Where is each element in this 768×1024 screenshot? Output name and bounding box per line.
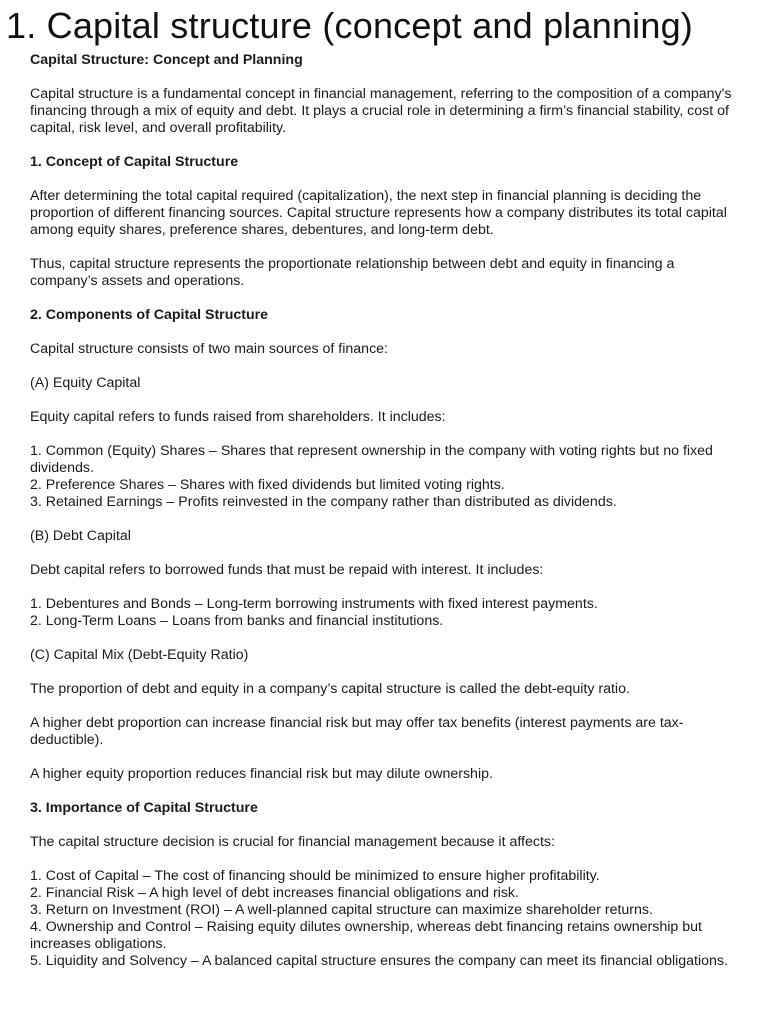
debt-capital-heading: (B) Debt Capital — [30, 528, 131, 544]
document-title: 1. Capital structure (concept and planning) — [6, 5, 693, 46]
list-item: 1. Debentures and Bonds – Long-term borrowing instruments with fixed interest payments. — [30, 596, 598, 612]
section-1-paragraph-2: Thus, capital structure represents the proportionate relationship between debt and equity in financing a company’s assets and operations. — [30, 256, 675, 289]
section-3-intro: The capital structure decision is crucial for financial management because it affects: — [30, 834, 555, 850]
capital-mix-heading: (C) Capital Mix (Debt-Equity Ratio) — [30, 647, 249, 663]
section-2-intro: Capital structure consists of two main sources of finance: — [30, 341, 388, 357]
debt-capital-list — [30, 596, 738, 630]
capital-mix-paragraph-1: The proportion of debt and equity in a company’s capital structure is called the debt-equity ratio. — [30, 681, 630, 697]
capital-mix-paragraph-2: A higher debt proportion can increase financial risk but may offer tax benefits (interest payments are tax-deductible). — [30, 715, 684, 748]
main-heading: Capital Structure: Concept and Planning — [30, 52, 303, 68]
list-item: 2. Long-Term Loans – Loans from banks and financial institutions. — [30, 613, 444, 629]
equity-capital-heading: (A) Equity Capital — [30, 375, 141, 391]
list-item: 5. Liquidity and Solvency – A balanced capital structure ensures the company can meet its financial obligations. — [30, 953, 728, 969]
list-item: 2. Financial Risk – A high level of debt increases financial obligations and risk. — [30, 885, 519, 901]
capital-mix-paragraph-3: A higher equity proportion reduces financial risk but may dilute ownership. — [30, 766, 493, 782]
equity-capital-intro: Equity capital refers to funds raised from shareholders. It includes: — [30, 409, 446, 425]
intro-paragraph: Capital structure is a fundamental concept in financial management, referring to the composition of a company's financing through a mix of equity and debt. It plays a crucial role in determining a firm’s financial stability, cost of capital, risk level, and overall profitability. — [30, 86, 732, 136]
equity-capital-list — [30, 443, 738, 511]
section-2-heading: 2. Components of Capital Structure — [30, 307, 269, 323]
section-3-heading: 3. Importance of Capital Structure — [30, 800, 258, 816]
importance-list — [30, 868, 738, 970]
debt-capital-intro: Debt capital refers to borrowed funds that must be repaid with interest. It includes: — [30, 562, 544, 578]
document-body — [30, 52, 738, 970]
section-1-heading: 1. Concept of Capital Structure — [30, 154, 239, 170]
list-item: 1. Cost of Capital – The cost of financing should be minimized to ensure higher profitability. — [30, 868, 600, 884]
list-item: 1. Common (Equity) Shares – Shares that represent ownership in the company with voting rights but no fixed dividends. — [30, 443, 713, 476]
list-item: 4. Ownership and Control – Raising equity dilutes ownership, whereas debt financing retains ownership but increases obligations. — [30, 919, 702, 952]
list-item: 2. Preference Shares – Shares with fixed dividends but limited voting rights. — [30, 477, 505, 493]
section-1-paragraph-1: After determining the total capital required (capitalization), the next step in financial planning is deciding the proportion of different financing sources. Capital structure represents how a company distributes its total capital among equity shares, preference shares, debentures, and long-term debt. — [30, 188, 727, 238]
list-item: 3. Return on Investment (ROI) – A well-planned capital structure can maximize shareholder returns. — [30, 902, 653, 918]
list-item: 3. Retained Earnings – Profits reinvested in the company rather than distributed as dividends. — [30, 494, 617, 510]
